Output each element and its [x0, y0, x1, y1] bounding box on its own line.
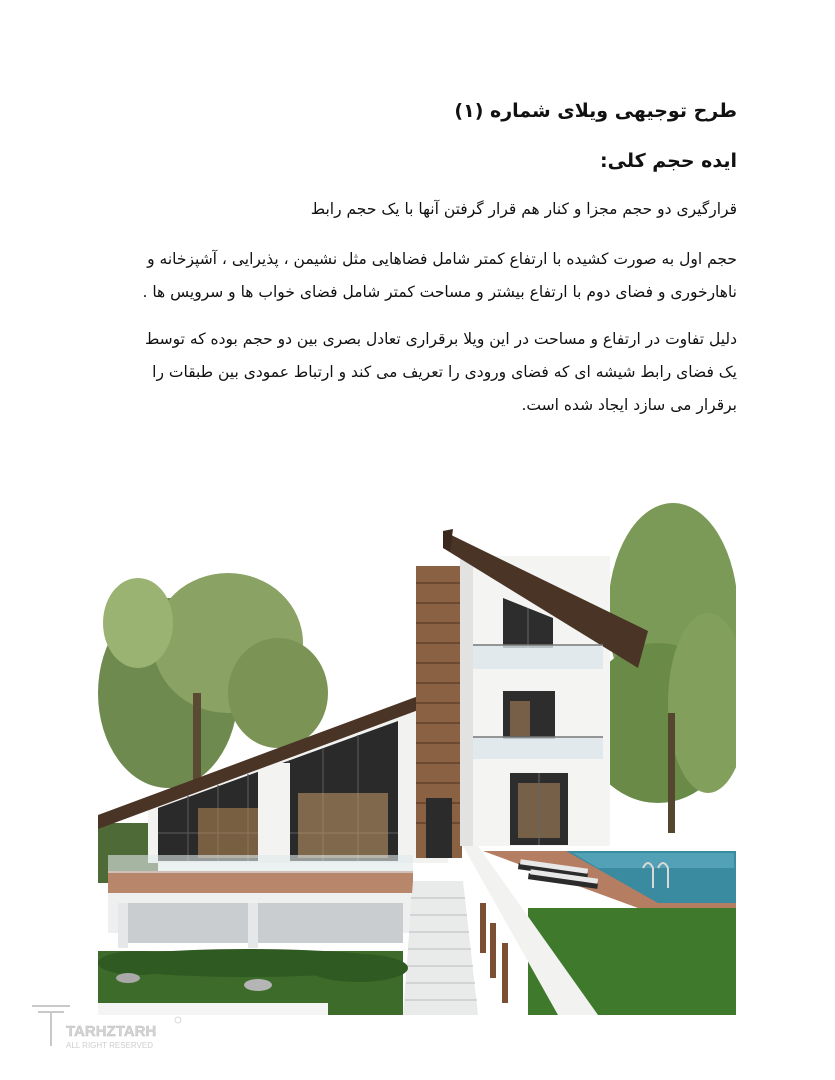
paragraph-3-line: یک فضای رابط شیشه ای که فضای ورودی را تعریف می کند و ارتباط عمودی بین طبقات را	[152, 363, 737, 381]
paragraph-2-line: ناهارخوری و فضای دوم با ارتفاع بیشتر و مساحت کمتر شامل فضای خواب ها و سرویس ها .	[142, 283, 737, 301]
section-heading: ایده حجم کلی:	[600, 150, 737, 172]
document-title: طرح توجیهی ویلای شماره (۱)	[454, 100, 737, 122]
paragraph-3-line: دلیل تفاوت در ارتفاع و مساحت در این ویلا برقراری تعادل بصری بین دو حجم بوده که توسط	[144, 330, 737, 348]
paragraph-1: قرارگیری دو حجم مجزا و کنار هم قرار گرفتن آنها با یک حجم رابط	[310, 200, 737, 218]
watermark-logo	[30, 1000, 190, 1052]
paragraph-2-line: حجم اول به صورت کشیده با ارتفاع کمتر شامل فضاهایی مثل نشیمن ، پذیرایی ، آشپزخانه و	[147, 250, 737, 268]
paragraph-2	[97, 243, 737, 309]
villa-render-image	[98, 463, 736, 1015]
paragraph-3-line: برقرار می سازد ایجاد شده است.	[521, 396, 737, 414]
watermark-tagline: ALL RIGHT RESERVED	[66, 1041, 153, 1050]
watermark-brand: TARHZTARH	[66, 1023, 157, 1040]
paragraph-3	[97, 323, 737, 422]
